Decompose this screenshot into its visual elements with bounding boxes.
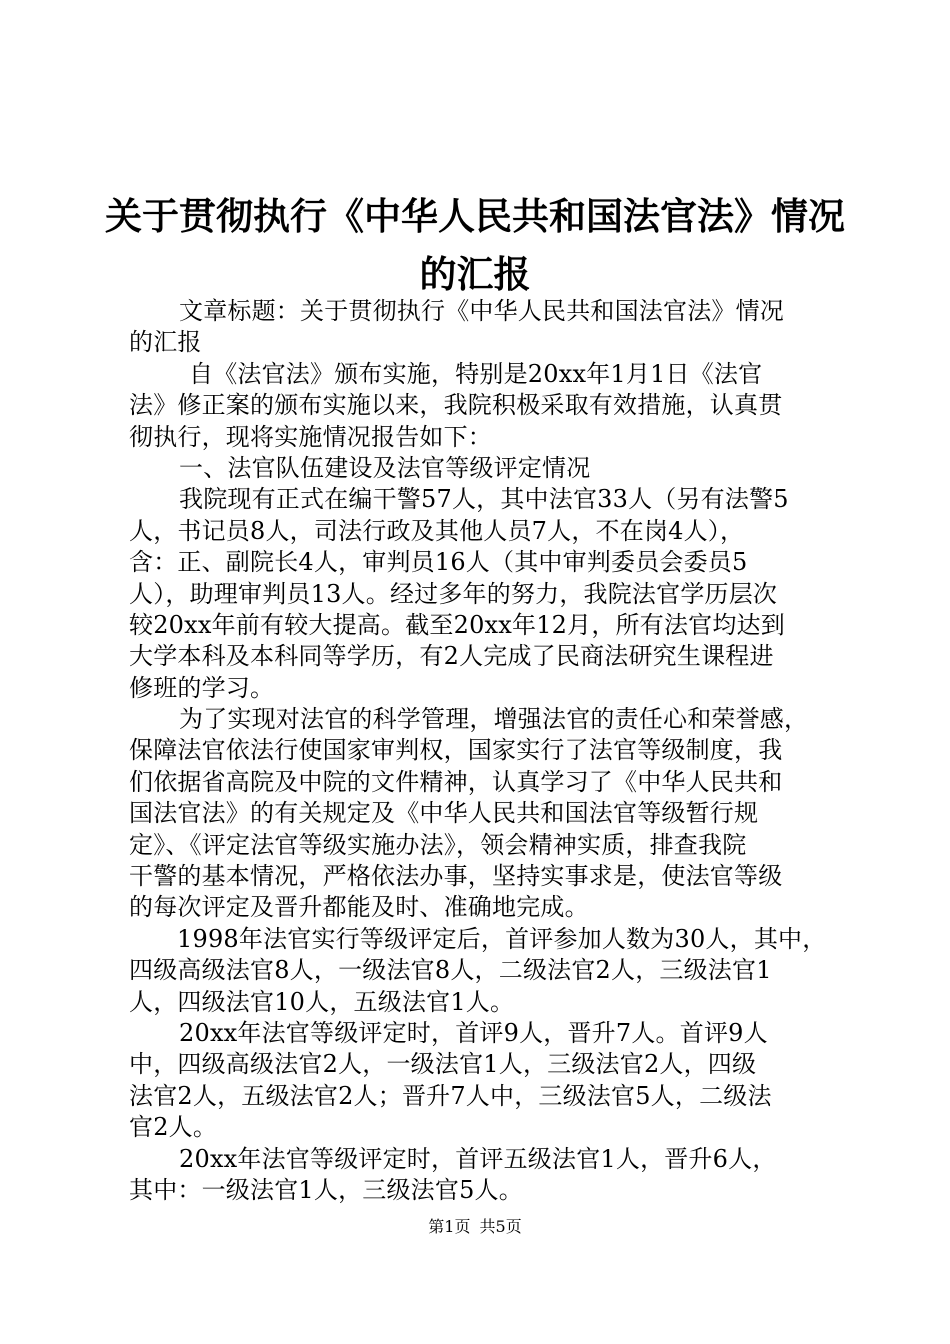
body-text-line: 的每次评定及晋升都能及时、准确地完成。 — [129, 893, 589, 922]
body-text-line: 文章标题：关于贯彻执行《中华人民共和国法官法》情况 — [179, 297, 784, 325]
page-footer — [0, 1214, 950, 1237]
body-text-line: 保障法官依法行使国家审判权，国家实行了法官等级制度，我 — [129, 736, 783, 765]
body-text-line: 20xx年法官等级评定时，首评9人，晋升7人。首评9人 — [179, 1018, 768, 1047]
body-text-line: 人，四级法官10人，五级法官1人。 — [129, 987, 515, 1016]
document-title-line-1: 关于贯彻执行《中华人民共和国法官法》情况 — [105, 194, 845, 238]
body-text-line: 国法官法》的有关规定及《中华人民共和国法官等级暂行规 — [129, 799, 759, 828]
body-text-line: 官2人。 — [129, 1113, 218, 1142]
body-text-line: 彻执行，现将实施情况报告如下： — [129, 422, 492, 451]
body-text-line: 的汇报 — [129, 328, 202, 357]
body-text-line: 我院现有正式在编干警57人，其中法官33人（另有法警5 — [179, 485, 789, 514]
document-title-line-2: 的汇报 — [419, 252, 531, 296]
body-text-line: 一、法官队伍建设及法官等级评定情况 — [179, 453, 591, 482]
body-text-line: 干警的基本情况，严格依法办事，坚持实事求是，使法官等级 — [129, 862, 783, 891]
body-text-line: 含：正、副院长4人，审判员16人（其中审判委员会委员5 — [129, 548, 748, 577]
body-text-line: 四级高级法官8人，一级法官8人，二级法官2人，三级法官1 — [129, 956, 772, 985]
body-text-line: 定》、《评定法官等级实施办法》，领会精神实质，排查我院 — [129, 830, 747, 859]
body-text-line: 大学本科及本科同等学历，有2人完成了民商法研究生课程进 — [129, 642, 774, 671]
body-text-line: 法官2人，五级法官2人；晋升7人中，三级法官5人，二级法 — [129, 1081, 772, 1110]
body-text-line: 为了实现对法官的科学管理，增强法官的责任心和荣誉感， — [179, 705, 809, 734]
document-body — [129, 296, 829, 1206]
body-text-line: 自《法官法》颁布实施，特别是20xx年1月1日《法官 — [189, 359, 763, 388]
body-text-line: 法》修正案的颁布实施以来，我院积极采取有效措施，认真贯 — [129, 391, 783, 420]
body-text-line: 较20xx年前有较大提高。截至20xx年12月，所有法官均达到 — [129, 610, 785, 639]
page-number-total: 共5页 — [479, 1217, 522, 1236]
page-number-current: 第1页 — [428, 1217, 471, 1236]
body-text-line: 们依据省高院及中院的文件精神，认真学习了《中华人民共和 — [129, 767, 783, 796]
body-text-line: 1998年法官实行等级评定后，首评参加人数为30人，其中， — [177, 924, 827, 953]
body-text-line: 其中：一级法官1人，三级法官5人。 — [129, 1175, 523, 1204]
body-text-line: 人），助理审判员13人。经过多年的努力，我院法官学历层次 — [129, 579, 778, 608]
body-text-line: 中，四级高级法官2人，一级法官1人，三级法官2人，四级 — [129, 1050, 757, 1079]
body-text-line: 20xx年法官等级评定时，首评五级法官1人，晋升6人， — [179, 1144, 777, 1173]
body-text-line: 修班的学习。 — [129, 673, 275, 702]
body-text-line: 人，书记员8人，司法行政及其他人员7人，不在岗4人）， — [129, 516, 745, 545]
